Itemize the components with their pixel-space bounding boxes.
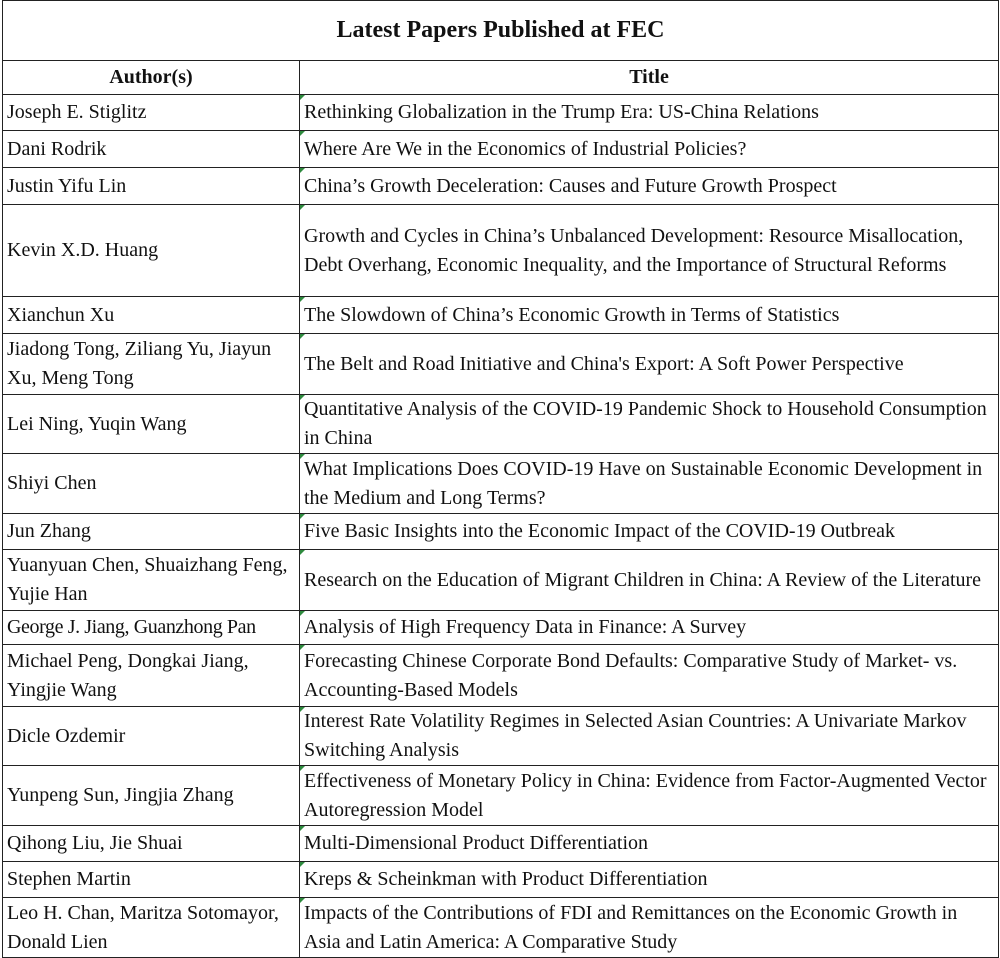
table-title: Latest Papers Published at FEC <box>3 1 999 61</box>
title-column-header: Title <box>300 61 999 95</box>
table-row <box>3 168 999 205</box>
table-row <box>3 707 999 766</box>
table-row <box>3 395 999 454</box>
title-cell: Analysis of High Frequency Data in Finance: A Survey <box>300 611 999 645</box>
table-row <box>3 550 999 611</box>
table-row <box>3 131 999 168</box>
table-row <box>3 454 999 514</box>
author-cell: Leo H. Chan, Maritza Sotomayor, Donald Lien <box>3 898 300 958</box>
title-cell: Effectiveness of Monetary Policy in China: Evidence from Factor-Augmented Vector Autoregression Model <box>300 766 999 826</box>
title-cell: China’s Growth Deceleration: Causes and Future Growth Prospect <box>300 168 999 205</box>
author-cell: Dicle Ozdemir <box>3 707 300 766</box>
author-cell: Stephen Martin <box>3 862 300 898</box>
title-cell: Multi-Dimensional Product Differentiation <box>300 826 999 862</box>
table-title-row <box>3 1 999 61</box>
table-row <box>3 826 999 862</box>
author-cell: Jiadong Tong, Ziliang Yu, Jiayun Xu, Meng Tong <box>3 334 300 395</box>
table-row <box>3 297 999 334</box>
title-cell: Kreps & Scheinkman with Product Differentiation <box>300 862 999 898</box>
table-row <box>3 334 999 395</box>
title-cell: Quantitative Analysis of the COVID-19 Pandemic Shock to Household Consumption in China <box>300 395 999 454</box>
table-row <box>3 766 999 826</box>
author-cell: Yunpeng Sun, Jingjia Zhang <box>3 766 300 826</box>
title-cell: Research on the Education of Migrant Children in China: A Review of the Literature <box>300 550 999 611</box>
table-row <box>3 862 999 898</box>
table-row <box>3 645 999 707</box>
author-cell: Shiyi Chen <box>3 454 300 514</box>
author-cell: George J. Jiang, Guanzhong Pan <box>3 611 300 645</box>
author-cell: Kevin X.D. Huang <box>3 205 300 297</box>
title-cell: The Belt and Road Initiative and China's Export: A Soft Power Perspective <box>300 334 999 395</box>
author-cell: Lei Ning, Yuqin Wang <box>3 395 300 454</box>
author-column-header: Author(s) <box>3 61 300 95</box>
papers-sheet <box>2 0 998 958</box>
table-row <box>3 95 999 131</box>
table-row <box>3 611 999 645</box>
title-cell: Forecasting Chinese Corporate Bond Defaults: Comparative Study of Market- vs. Accounting-Based Models <box>300 645 999 707</box>
author-cell: Joseph E. Stiglitz <box>3 95 300 131</box>
table-row <box>3 205 999 297</box>
header-row <box>3 61 999 95</box>
author-cell: Dani Rodrik <box>3 131 300 168</box>
title-cell: Five Basic Insights into the Economic Impact of the COVID-19 Outbreak <box>300 514 999 550</box>
title-cell: Where Are We in the Economics of Industrial Policies? <box>300 131 999 168</box>
table-row <box>3 514 999 550</box>
author-cell: Justin Yifu Lin <box>3 168 300 205</box>
title-cell: Rethinking Globalization in the Trump Era: US-China Relations <box>300 95 999 131</box>
author-cell: Xianchun Xu <box>3 297 300 334</box>
title-cell: Interest Rate Volatility Regimes in Selected Asian Countries: A Univariate Markov Switching Analysis <box>300 707 999 766</box>
papers-table <box>2 0 999 958</box>
author-cell: Michael Peng, Dongkai Jiang, Yingjie Wang <box>3 645 300 707</box>
title-cell: Impacts of the Contributions of FDI and Remittances on the Economic Growth in Asia and Latin America: A Comparative Study <box>300 898 999 958</box>
title-cell: The Slowdown of China’s Economic Growth in Terms of Statistics <box>300 297 999 334</box>
author-cell: Yuanyuan Chen, Shuaizhang Feng, Yujie Han <box>3 550 300 611</box>
title-cell: Growth and Cycles in China’s Unbalanced Development: Resource Misallocation, Debt Overhang, Economic Inequality, and the Importance of Structural Reforms <box>300 205 999 297</box>
author-cell: Qihong Liu, Jie Shuai <box>3 826 300 862</box>
table-row <box>3 898 999 958</box>
author-cell: Jun Zhang <box>3 514 300 550</box>
papers-body <box>3 95 999 958</box>
title-cell: What Implications Does COVID-19 Have on Sustainable Economic Development in the Medium and Long Terms? <box>300 454 999 514</box>
